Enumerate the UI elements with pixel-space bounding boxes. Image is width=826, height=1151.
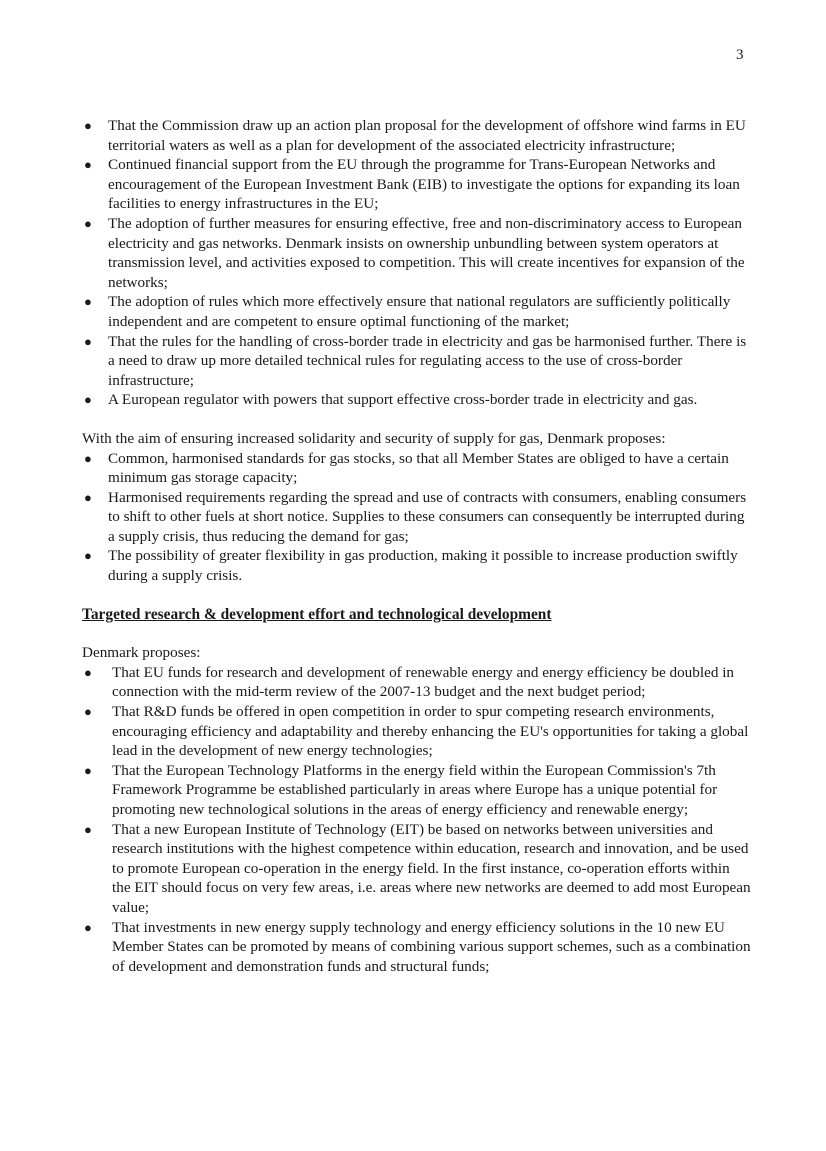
gas-proposals-list [82,449,752,586]
spacer [82,624,752,643]
bullet-icon: ● [84,450,92,466]
list-item-text: That EU funds for research and development of renewable energy and energy efficiency be doubled in connection with the mid-term review of the 2007-13 budget and the next budget period; [112,663,735,701]
list-item-text: Continued financial support from the EU through the programme for Trans-European Networks and encouragement of the European Investment Bank (EIB) to investigate the options for expanding its loan facilities to energy infrastructures in the EU; [108,156,740,213]
list-item-text: Common, harmonised standards for gas stocks, so that all Member States are obliged to have a certain minimum gas storage capacity; [108,449,729,487]
list-item [82,390,752,410]
bullet-icon: ● [84,664,92,680]
bullet-icon: ● [84,821,92,837]
rd-intro-paragraph: Denmark proposes: [82,644,201,662]
bullet-icon: ● [84,392,92,408]
list-item [82,116,752,155]
list-item [82,918,752,977]
list-item-text: The possibility of greater flexibility in gas production, making it possible to increase production swiftly during a supply crisis. [108,547,738,585]
list-item [82,761,752,820]
rd-proposals-list [82,663,752,977]
list-item-text: That investments in new energy supply technology and energy efficiency solutions in the 10 new EU Member States can be promoted by means of combining various support schemes, such as a combination of development and demonstration funds and structural funds; [112,918,751,975]
page-number: 3 [736,47,744,63]
bullet-icon: ● [84,489,92,505]
list-item-text: Harmonised requirements regarding the spread and use of contracts with consumers, enabling consumers to shift to other fuels at short notice. Supplies to these consumers can consequently be interrupted during a supply crisis, thus reducing the demand for gas; [108,488,747,545]
list-item-text: The adoption of further measures for ensuring effective, free and non-discriminatory access to European electricity and gas networks. Denmark insists on ownership unbundling between system operators at transmission level, and activities exposed to competition. This will create incentives for expansion of the networks; [108,214,745,291]
list-item [82,546,752,585]
list-item-text: That the Commission draw up an action plan proposal for the development of offshore wind farms in EU territorial waters as well as a plan for development of the associated electricity infrastructure; [108,117,746,154]
bullet-icon: ● [84,215,92,231]
list-item [82,488,752,547]
gas-intro-paragraph: With the aim of ensuring increased solidarity and security of supply for gas, Denmark proposes: [82,429,666,447]
page-content [82,116,752,976]
bullet-icon: ● [84,762,92,778]
list-item [82,820,752,918]
list-item-text: A European regulator with powers that support effective cross-border trade in electricity and gas. [108,391,698,409]
bullet-icon: ● [84,118,92,133]
spacer [82,586,752,605]
list-item [82,449,752,488]
list-item-text: That the rules for the handling of cross-border trade in electricity and gas be harmonised further. There is a need to draw up more detailed technical rules for regulating access to the use of cross-border infrastructure; [108,332,747,389]
bullet-icon: ● [84,919,92,935]
bullet-icon: ● [84,333,92,349]
bullet-icon: ● [84,548,92,564]
list-item [82,155,752,214]
bullet-icon: ● [84,294,92,310]
list-item-text: The adoption of rules which more effectively ensure that national regulators are sufficiently politically independent and are competent to ensure optimal functioning of the market; [108,293,731,330]
list-item-text: That the European Technology Platforms in the energy field within the European Commission's 7th Framework Programme be established particularly in areas where Europe has a unique potential for promoting new technological solutions in the areas of energy efficiency and renewable energy; [112,761,718,818]
list-item-text: That a new European Institute of Technology (EIT) be based on networks between universities and research institutions with the highest competence within education, research and innovation, and be used to promote European co-operation in the energy field. In the first instance, co-operation efforts within the EIT should focus on very few areas, i.e. areas where new networks are deemed to add most European value; [112,820,751,916]
list-item [82,663,752,702]
bullet-icon: ● [84,704,92,720]
spacer [82,410,752,429]
bullet-icon: ● [84,157,92,173]
list-item [82,332,752,391]
section-heading: Targeted research & development effort and technological development [82,605,552,623]
list-item [82,214,752,292]
list-item [82,292,752,331]
list-item-text: That R&D funds be offered in open competition in order to spur competing research environments, encouraging efficiency and adaptability and thereby enhancing the EU's opportunities for taking a global lead in the development of new energy technologies; [112,703,749,760]
infrastructure-proposals-list [82,116,752,410]
list-item [82,702,752,761]
